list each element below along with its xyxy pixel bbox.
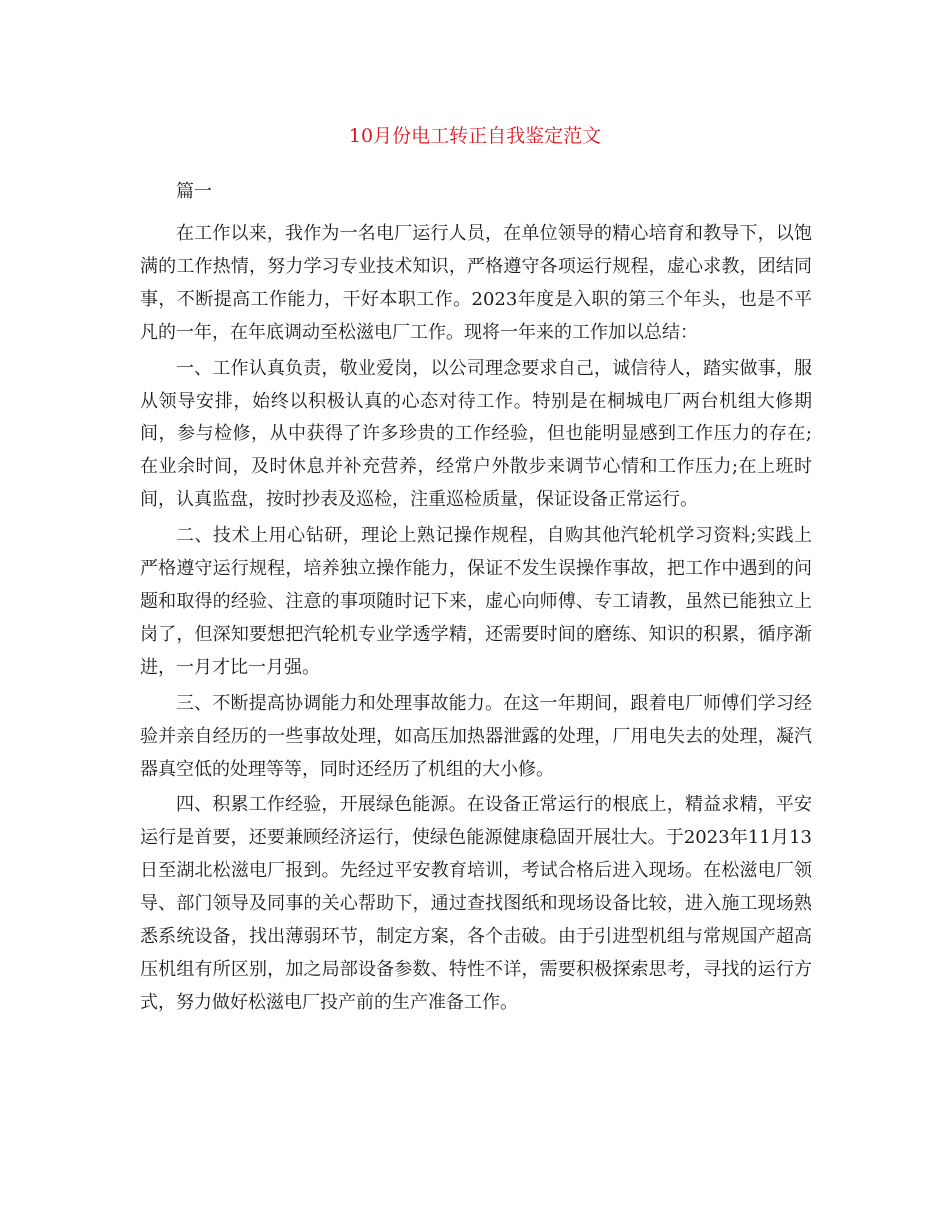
paragraph-point-one: 一、工作认真负责，敬业爱岗，以公司理念要求自己，诚信待人，踏实做事，服从领导安排，始终以积极认真的心态对待工作。特别是在桐城电厂两台机组大修期间，参与检修，从中获得了许多珍贵的工作经验，但也能明显感到工作压力的存在;在业余时间，及时休息并补充营养，经常户外散步来调节心情和工作压力;在上班时间，认真监盘，按时抄表及巡检，注重巡检质量，保证设备正常运行。 xyxy=(140,357,812,511)
paragraph-point-two: 二、技术上用心钻研，理论上熟记操作规程，自购其他汽轮机学习资料;实践上严格遵守运行规程，培养独立操作能力，保证不发生误操作事故，把工作中遇到的问题和取得的经验、注意的事项随时记下来，虚心向师傅、专工请教，虽然已能独立上岗了，但深知要想把汽轮机专业学透学精，还需要时间的磨练、知识的积累，循序渐进，一月才比一月强。 xyxy=(140,525,812,678)
section-label: 篇一 xyxy=(176,181,212,202)
paragraph-intro: 在工作以来，我作为一名电厂运行人员，在单位领导的精心培育和教导下，以饱满的工作热情，努力学习专业技术知识，严格遵守各项运行规程，虚心求教，团结同事，不断提高工作能力，干好本职工作。2023年度是入职的第三个年头，也是不平凡的一年，在年底调动至松滋电厂工作。现将一年来的工作加以总结： xyxy=(140,223,812,343)
paragraph-point-three: 三、不断提高协调能力和处理事故能力。在这一年期间，跟着电厂师傅们学习经验并亲自经历的一些事故处理，如高压加热器泄露的处理，厂用电失去的处理，凝汽器真空低的处理等等，同时还经历了机组的大小修。 xyxy=(140,692,812,780)
page-title: 10月份电工转正自我鉴定范文 xyxy=(348,125,602,147)
document-body xyxy=(140,218,812,1023)
paragraph-point-four: 四、积累工作经验，开展绿色能源。在设备正常运行的根底上，精益求精，平安运行是首要，还要兼顾经济运行，使绿色能源健康稳固开展壮大。于2023年11月13日至湖北松滋电厂报到。先经过平安教育培训，考试合格后进入现场。在松滋电厂领导、部门领导及同事的关心帮助下，通过查找图纸和现场设备比较，进入施工现场熟悉系统设备，找出薄弱环节，制定方案，各个击破。由于引进型机组与常规国产超高压机组有所区别，加之局部设备参数、特性不详，需要积极探索思考，寻找的运行方式，努力做好松滋电厂投产前的生产准备工作。 xyxy=(140,794,812,1013)
